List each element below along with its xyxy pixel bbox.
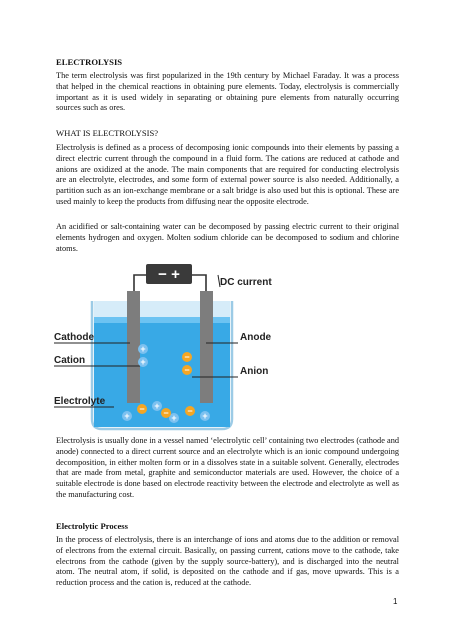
svg-text:−: − — [163, 408, 169, 418]
svg-text:−: − — [184, 352, 190, 362]
svg-text:−: − — [184, 365, 190, 375]
water-paragraph: An acidified or salt-containing water can be decomposed by passing electric current to their original elements hydrogen and oxygen. Molten sodium chloride can be decomposed to sodium and chlorine atoms. — [56, 222, 399, 253]
definition-paragraph: Electrolysis is defined as a process of decomposing ionic compounds into their elements by passing a direct electric current through the compound in a fluid form. The cations are reduced at cathode and anions are oxidized at the anode. The main components that are required for conducting electrolysis are an electrolyte, electrodes, and some form of external power source is also needed. Additionally, a partition such as an ion-exchange membrane or a salt bridge is also used but this is optional. These are used mainly to keep the products from diffusing near the opposite electrode. — [56, 143, 399, 206]
cation-ion — [122, 411, 132, 421]
svg-text:+: + — [140, 344, 146, 354]
svg-text:+: + — [202, 411, 208, 421]
page-number: 1 — [393, 597, 398, 606]
anode-wire — [190, 275, 206, 291]
cathode-label: Cathode — [54, 332, 94, 343]
anion-ion — [161, 408, 171, 418]
cation-label: Cation — [54, 355, 86, 366]
dc-current-label: DC current — [220, 277, 272, 288]
svg-text:+: + — [124, 411, 130, 421]
page-title: ELECTROLYSIS — [56, 57, 123, 67]
section-heading-process: Electrolytic Process — [56, 521, 128, 531]
svg-text:+: + — [140, 357, 146, 367]
svg-text:+: + — [154, 401, 160, 411]
svg-text:−: − — [139, 404, 145, 414]
section-heading-what: WHAT IS ELECTROLYSIS? — [56, 128, 159, 138]
anion-ion — [182, 352, 192, 362]
cation-ion — [200, 411, 210, 421]
anion-ion — [137, 404, 147, 414]
anion-ion — [185, 406, 195, 416]
cathode-electrode — [127, 291, 140, 403]
electrolysis-diagram — [54, 261, 284, 431]
svg-text:+: + — [171, 413, 177, 423]
battery-symbols: − + — [158, 266, 180, 283]
anion-ion — [182, 365, 192, 375]
cathode-wire — [134, 275, 148, 291]
cation-ion — [138, 344, 148, 354]
anode-label: Anode — [240, 332, 272, 343]
intro-paragraph: The term electrolysis was first popularized in the 19th century by Michael Faraday. It was a process that helped in the chemical reactions in obtaining pure elements. Today, electrolysis is commercially important as it is used widely in separating or obtaining pure elements from naturally occurring sources such as ores. — [56, 71, 399, 113]
cation-ion — [152, 401, 162, 411]
anion-label: Anion — [240, 366, 269, 377]
anode-electrode — [200, 291, 213, 403]
electrolyte-label: Electrolyte — [54, 396, 106, 407]
cell-paragraph: Electrolysis is usually done in a vessel named ‘electrolytic cell’ containing two electrodes (cathode and anode) connected to a direct current source and an electrolyte which is an ionic compound undergoing decomposition, in either molten form or in a dissolves state in a suitable solvent. Generally, electrodes that are made from metal, graphite and semiconductor materials are used. However, the choice of a suitable electrode is done based on electrode reactivity between the electrode and electrolyte as well as the manufacturing cost. — [56, 436, 399, 499]
process-paragraph: In the process of electrolysis, there is an interchange of ions and atoms due to the addition or removal of electrons from the external circuit. Basically, on passing current, cations move to the cathode, take electrons from the cathode (given by the supply source-battery), and is discharged into the neutral atom. The neutral atom, if solid, is deposited on the cathode and if gas, move upwards. This is a reduction process and the cation is, reduced at the cathode. — [56, 535, 399, 588]
cation-ion — [138, 357, 148, 367]
svg-text:−: − — [187, 406, 193, 416]
